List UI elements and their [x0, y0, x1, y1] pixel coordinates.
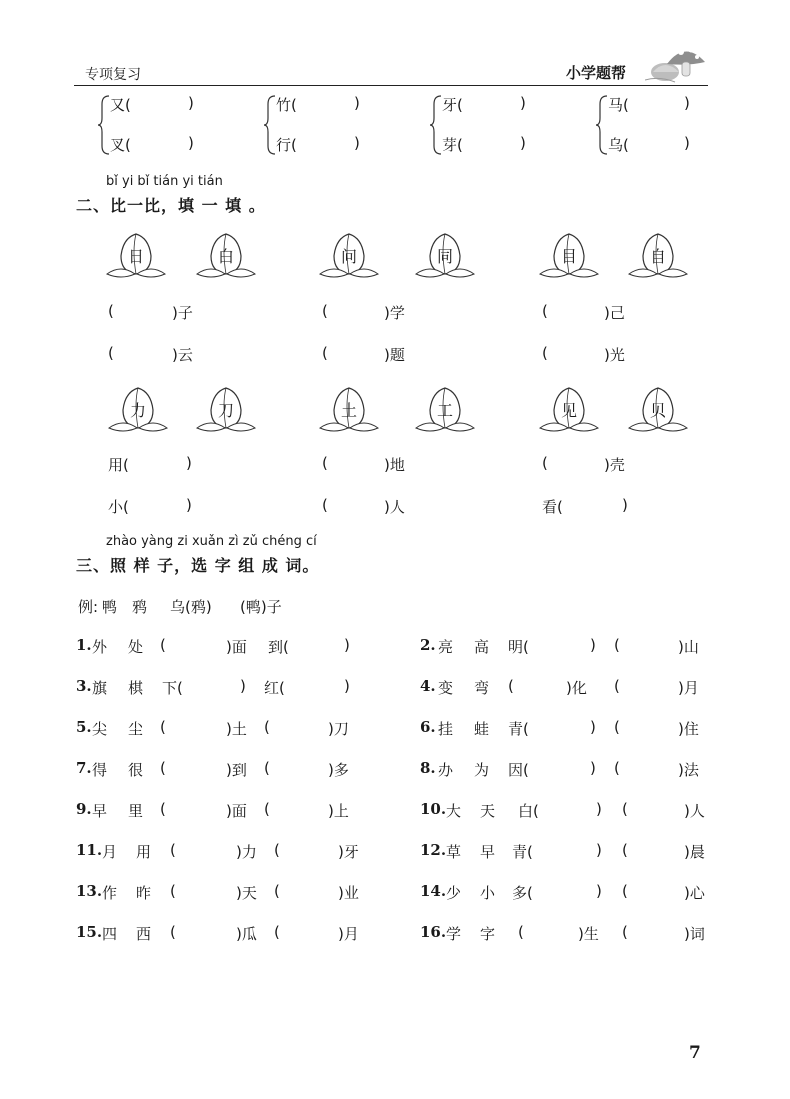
peach-char: 工 [436, 401, 453, 420]
pair-char-top: 马( [608, 96, 629, 114]
brace-icon [264, 94, 276, 156]
item-blank: )人 [684, 802, 705, 820]
peach-card [318, 230, 380, 286]
item-char: 小 [480, 884, 496, 902]
item-blank: 明( [508, 638, 529, 656]
answer-close: ) [622, 496, 628, 514]
item-blank: )天 [236, 884, 257, 902]
item-number: 8. [420, 759, 436, 777]
answer-open: ( [322, 454, 328, 472]
answer-open: ( [322, 302, 328, 320]
item-char: 用 [136, 843, 152, 861]
peach-char: 贝 [649, 401, 666, 420]
item-blank: )词 [684, 925, 705, 943]
item-blank: ( [622, 882, 628, 900]
item-number: 12. [420, 841, 447, 859]
item-blank: )业 [338, 884, 359, 902]
item-blank: 青( [512, 843, 533, 861]
answer-open: ( [542, 344, 548, 362]
item-blank: )住 [678, 720, 699, 738]
section3-title: 三、照 样 子，选 字 组 成 词。 [76, 556, 320, 575]
item-char: 少 [446, 884, 462, 902]
item-char: 月 [102, 843, 118, 861]
item-char: 作 [102, 884, 118, 902]
pair-close: ) [354, 134, 360, 152]
item-char: 尖 [92, 720, 108, 738]
item-blank: ) [590, 759, 596, 777]
item-blank: )到 [226, 761, 247, 779]
answer-open: ( [108, 344, 114, 362]
item-blank: )牙 [338, 843, 359, 861]
answer-open: ( [542, 454, 548, 472]
item-blank: )上 [328, 802, 349, 820]
answer-open: ( [322, 344, 328, 362]
item-char: 草 [446, 843, 462, 861]
example-answer: (鸭)子 [240, 598, 282, 616]
item-char: 尘 [128, 720, 144, 738]
item-blank: )化 [566, 679, 587, 697]
item-char: 四 [102, 925, 118, 943]
item-char: 里 [128, 802, 144, 820]
item-char: 弯 [474, 679, 490, 697]
item-blank: ( [160, 800, 166, 818]
peach-card [627, 230, 689, 286]
item-blank: 青( [508, 720, 529, 738]
item-blank: )多 [328, 761, 349, 779]
item-number: 14. [420, 882, 447, 900]
pair-char-top: 竹( [276, 96, 297, 114]
answer-close: ) [186, 496, 192, 514]
item-char: 早 [92, 802, 108, 820]
peach-char: 白 [217, 247, 234, 266]
item-char: 为 [474, 761, 490, 779]
item-char: 西 [136, 925, 152, 943]
item-number: 4. [420, 677, 436, 695]
item-blank: ( [508, 677, 514, 695]
item-char: 得 [92, 761, 108, 779]
item-blank: 到( [268, 638, 289, 656]
pair-close: ) [520, 94, 526, 112]
answer-close: )壳 [604, 456, 625, 474]
brace-icon [430, 94, 442, 156]
item-char: 办 [438, 761, 454, 779]
item-blank: ( [160, 636, 166, 654]
item-number: 7. [76, 759, 92, 777]
item-blank: ( [518, 923, 524, 941]
pair-close: ) [684, 94, 690, 112]
item-number: 13. [76, 882, 103, 900]
item-char: 字 [480, 925, 496, 943]
answer-close: )己 [604, 304, 625, 322]
example-answer: 乌(鸦) [170, 598, 212, 616]
peach-card [538, 384, 600, 440]
pair-close: ) [520, 134, 526, 152]
pair-close: ) [684, 134, 690, 152]
pair-char-top: 又( [110, 96, 131, 114]
peach-char: 自 [649, 247, 666, 266]
item-char: 早 [480, 843, 496, 861]
item-char: 学 [446, 925, 462, 943]
answer-open: 看( [542, 498, 563, 516]
item-char: 很 [128, 761, 144, 779]
item-blank: )面 [226, 802, 247, 820]
item-blank: 白( [518, 802, 539, 820]
item-blank: )月 [678, 679, 699, 697]
item-blank: )月 [338, 925, 359, 943]
item-blank: ) [596, 882, 602, 900]
peach-char: 土 [340, 401, 357, 420]
pair-char-bottom: 叉( [110, 136, 131, 154]
peach-char: 见 [560, 401, 577, 420]
mushroom-icon [645, 40, 707, 86]
item-blank: )刀 [328, 720, 349, 738]
item-number: 3. [76, 677, 92, 695]
peach-char: 力 [129, 401, 146, 420]
item-blank: ( [274, 923, 280, 941]
item-blank: ( [622, 923, 628, 941]
item-blank: ( [614, 718, 620, 736]
item-blank: ) [344, 636, 350, 654]
item-char: 天 [480, 802, 496, 820]
peach-card [195, 384, 257, 440]
item-number: 9. [76, 800, 92, 818]
item-char: 挂 [438, 720, 454, 738]
item-number: 10. [420, 800, 447, 818]
peach-card [318, 384, 380, 440]
item-number: 6. [420, 718, 436, 736]
section3-pinyin: zhào yàng zi xuǎn zì zǔ chéng cí [106, 534, 317, 549]
item-blank: ( [614, 759, 620, 777]
peach-card [414, 230, 476, 286]
item-blank: )心 [684, 884, 705, 902]
peach-card [627, 384, 689, 440]
brace-icon [98, 94, 110, 156]
peach-card [105, 230, 167, 286]
item-blank: )生 [578, 925, 599, 943]
item-blank: ( [264, 759, 270, 777]
item-blank: ) [240, 677, 246, 695]
peach-char: 问 [340, 247, 357, 266]
peach-card [538, 230, 600, 286]
item-blank: ) [590, 718, 596, 736]
item-number: 11. [76, 841, 103, 859]
item-number: 16. [420, 923, 447, 941]
item-char: 大 [446, 802, 462, 820]
answer-close: )光 [604, 346, 625, 364]
peach-char: 目 [560, 247, 577, 266]
item-blank: ) [344, 677, 350, 695]
answer-close: )人 [384, 498, 405, 516]
header-brand-title: 小学题帮 [566, 64, 627, 82]
item-char: 蛙 [474, 720, 490, 738]
item-char: 外 [92, 638, 108, 656]
item-blank: ( [170, 923, 176, 941]
brace-icon [596, 94, 608, 156]
item-blank: ( [274, 882, 280, 900]
item-blank: ( [622, 800, 628, 818]
answer-close: )学 [384, 304, 405, 322]
item-char: 高 [474, 638, 490, 656]
pair-close: ) [188, 134, 194, 152]
answer-close: )题 [384, 346, 405, 364]
header-divider [74, 85, 708, 86]
item-blank: 因( [508, 761, 529, 779]
item-number: 1. [76, 636, 92, 654]
header-section-label: 专项复习 [85, 67, 141, 83]
example-char: 鸭 [102, 598, 118, 616]
item-number: 15. [76, 923, 103, 941]
item-char: 棋 [128, 679, 144, 697]
answer-close: ) [186, 454, 192, 472]
item-number: 2. [420, 636, 436, 654]
item-blank: )山 [678, 638, 699, 656]
pair-char-bottom: 芽( [442, 136, 463, 154]
answer-close: )云 [172, 346, 193, 364]
item-blank: ( [274, 841, 280, 859]
item-blank: ( [264, 800, 270, 818]
page-number: 7 [689, 1043, 701, 1063]
answer-close: )子 [172, 304, 193, 322]
item-blank: 多( [512, 884, 533, 902]
item-blank: ( [170, 882, 176, 900]
item-blank: )力 [236, 843, 257, 861]
peach-card [414, 384, 476, 440]
pair-char-top: 牙( [442, 96, 463, 114]
answer-open: 用( [108, 456, 129, 474]
item-char: 亮 [438, 638, 454, 656]
pair-close: ) [354, 94, 360, 112]
item-blank: ( [264, 718, 270, 736]
item-blank: )法 [678, 761, 699, 779]
section2-title: 二、比一比，填 一 填 。 [76, 196, 266, 215]
peach-char: 同 [436, 247, 453, 266]
item-blank: ) [596, 841, 602, 859]
item-char: 处 [128, 638, 144, 656]
answer-open: 小( [108, 498, 129, 516]
item-blank: ( [614, 636, 620, 654]
item-blank: ( [160, 718, 166, 736]
answer-open: ( [108, 302, 114, 320]
peach-card [107, 384, 169, 440]
item-blank: ) [590, 636, 596, 654]
pair-char-bottom: 乌( [608, 136, 629, 154]
item-blank: )土 [226, 720, 247, 738]
item-blank: ( [160, 759, 166, 777]
example-char: 鸦 [132, 598, 148, 616]
item-blank: )瓜 [236, 925, 257, 943]
item-blank: ( [614, 677, 620, 695]
item-blank: ( [622, 841, 628, 859]
item-char: 旗 [92, 679, 108, 697]
item-blank: ( [170, 841, 176, 859]
answer-open: ( [322, 496, 328, 514]
answer-open: ( [542, 302, 548, 320]
item-char: 变 [438, 679, 454, 697]
peach-char: 刀 [217, 401, 234, 420]
peach-card [195, 230, 257, 286]
item-blank: ) [596, 800, 602, 818]
example-label: 例: [78, 598, 99, 616]
pair-char-bottom: 行( [276, 136, 297, 154]
answer-close: )地 [384, 456, 405, 474]
pair-close: ) [188, 94, 194, 112]
item-blank: )晨 [684, 843, 705, 861]
item-blank: 红( [264, 679, 285, 697]
item-blank: )面 [226, 638, 247, 656]
item-char: 昨 [136, 884, 152, 902]
peach-char: 日 [127, 247, 144, 266]
item-number: 5. [76, 718, 92, 736]
item-blank: 下( [162, 679, 183, 697]
section2-pinyin: bǐ yi bǐ tián yi tián [106, 174, 223, 189]
